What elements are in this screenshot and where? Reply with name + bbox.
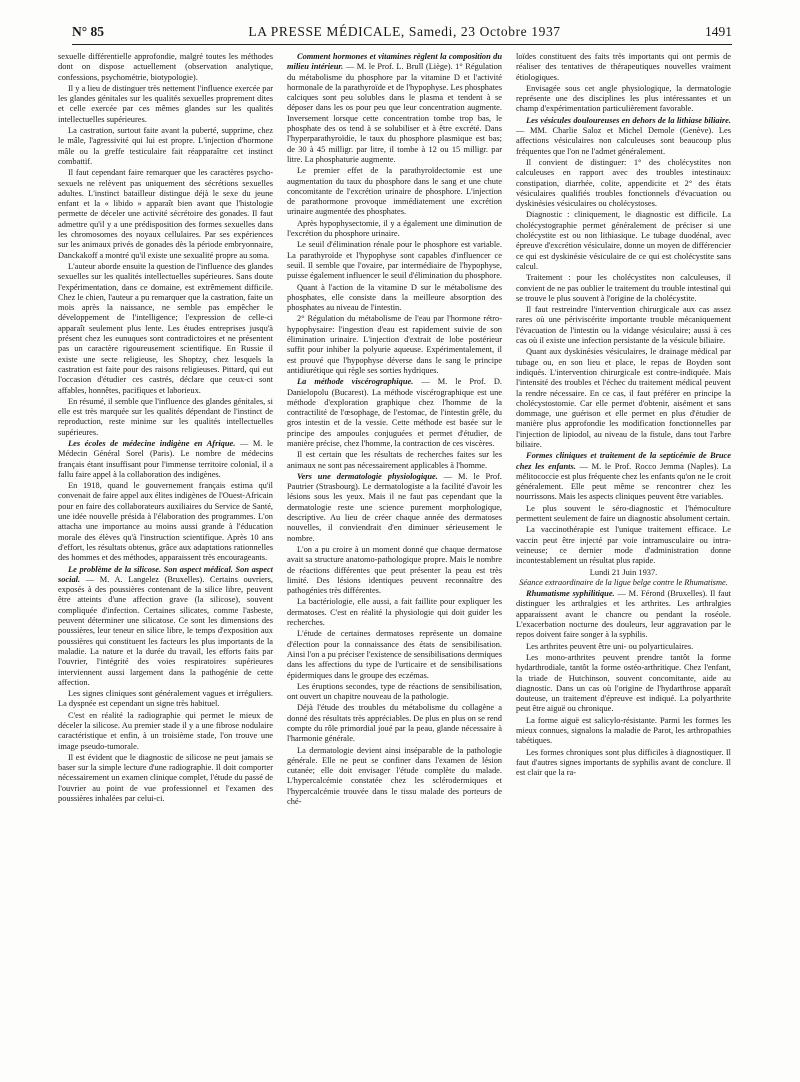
paragraph bbox=[58, 126, 273, 167]
page-number: 1491 bbox=[704, 24, 732, 39]
paragraph bbox=[516, 305, 731, 346]
paragraph bbox=[58, 84, 273, 125]
paragraph-text: 2° Régulation du métabolisme de l'eau par l'hormone rétro-hypophysaire: l'ingestion d'eau est rapidement suivie de son élimination urinaire. L'injection d'extrait de lobe postérieur suffit pour inhiber la polyurie aqueuse. Expérimentalement, il est prouvé que l'hypophyse déverse dans le sang le principe antidiurétique qui règle ses sorties hydriques. bbox=[287, 314, 502, 375]
paragraph bbox=[287, 166, 502, 217]
paragraph bbox=[287, 240, 502, 281]
paragraph bbox=[287, 545, 502, 596]
paragraph-text: Le premier effet de la parathyroïdectomie est une augmentation du taux du phosphore dans le sang et une chute concomitante de l'excrétion urinaire de phosphore. L'injection de parathormone provoque immédiatement une excrétion urinaire augmentée des phosphates. bbox=[287, 166, 502, 217]
paragraph bbox=[516, 347, 731, 450]
session-subtitle: Séance extraordinaire de la ligue belge contre le Rhumatisme. bbox=[519, 577, 728, 587]
paragraph-text: Quant à l'action de la vitamine D sur le métabolisme des phosphates, elle consiste dans la meilleure absorption des phosphates au niveau de l'intestin. bbox=[287, 282, 502, 313]
paragraph-text: Le plus souvent le séro-diagnostic et l'hémoculture permettent seulement de faire un diagnostic absolument certain. bbox=[516, 503, 731, 524]
article-title: Formes cliniques et traitement de la septicémie de Bruce chez les enfants. bbox=[516, 451, 731, 471]
paragraph-text: Il convient de distinguer: 1° des cholécystites non calculeuses en rapport avec des troubles intestinaux: constipation, diarrhée, colite, appendicite et 2° des états vésiculaires qualifiés troubles fonctionnels d'évacuation ou dyskinésies vésiculaires ou cholécystoses. bbox=[516, 157, 731, 209]
paragraph bbox=[58, 52, 273, 83]
paragraph-text: Il est certain que les résultats de recherches faites sur les animaux ne sont pas nécessairement applicables à l'homme. bbox=[287, 450, 502, 470]
column-3 bbox=[516, 52, 731, 1072]
session-date: Lundi 21 Juin 1937. bbox=[589, 567, 658, 577]
column-2 bbox=[287, 52, 502, 1072]
paragraph bbox=[516, 642, 731, 652]
paragraph bbox=[58, 481, 273, 563]
paragraph-text: Traitement : pour les cholécystites non calculeuses, il convient de ne pas oublier le traitement du trouble intestinal qui se trouve le plus souvent à l'origine de la cholécystite. bbox=[516, 273, 731, 303]
paragraph bbox=[287, 219, 502, 240]
paragraph-text: L'on a pu croire à un moment donné que chaque dermatose avait sa structure anatomo-pathologique propre. Mais le nombre de réactions différentes que peut présenter la peau est très limité. Des lésions identiques peuvent reconnaître des pathogénies très différentes. bbox=[287, 544, 502, 596]
paragraph-text: Il faut cependant faire remarquer que les caractères psycho-sexuels ne relèvent pas uniquement des sécrétions sexuelles adultes. L'instinct batailleur distingue déjà le sexe du jeune enfant et la « libido » apparaît bien avant que l'histologie permette de déceler une activité sécrétoire des gonades. Il faut admettre qu'il y a une prédisposition des formes sexuelles dans les chromosomes des noyaux cellulaires. Par ses expériences sur les animaux privés de gonades dès la période embryonnaire, Danckakoff a montré qu'il existe une sexualité propre au soma. bbox=[58, 168, 273, 260]
paragraph-text: En résumé, il semble que l'influence des glandes génitales, si elle est très marquée sur les qualités dépendant de l'instinct de reproduction, reste minime sur les qualités intellectuelles supérieures. bbox=[58, 396, 273, 437]
issue-number: N° 85 bbox=[72, 24, 105, 39]
paragraph bbox=[516, 653, 731, 715]
paragraph bbox=[516, 748, 731, 779]
paragraph bbox=[287, 283, 502, 314]
paragraph-text: — MM. Charlie Saloz et Michel Demole (Genève). Les affections vésiculaires non calculeuses sont beaucoup plus fréquentes que l'on ne l'admet généralement. bbox=[516, 126, 731, 156]
paragraph bbox=[58, 397, 273, 438]
session-heading bbox=[516, 568, 731, 589]
paragraph-text: Quant aux dyskinésies vésiculaires, le drainage médical par tubage ou, en son lieu et place, le repas de Boyden sont indiqués. L'intervention chirurgicale est contre-indiquée. Mais l'intensité des troubles et l'échec du traitement médical peuvent la rendre nécessaire. En ce cas, il faut préférer en principe la cholécystostomie. Car elle permet d'obtenir, aisément et sans dommage, une guérison et elle permet en plus d'étudier de manière plus approfondie les modification fonctionnelles par l'injection de lipiodol, au niveau de la fistule, dans tout l'arbre biliaire. bbox=[516, 347, 731, 449]
paragraph-text: La dermatologie devient ainsi inséparable de la pathologie générale. Elle ne peut se confiner dans l'examen de lésion cutanée; elle doit envisager l'étude complète du malade. L'hypercalcémie constatée chez les sclérodermiques et l'hypercalcémie trouvée dans le tissu malade des porteurs de ché- bbox=[287, 745, 502, 807]
text-columns bbox=[58, 52, 732, 1072]
paragraph bbox=[58, 711, 273, 752]
paragraph-text: — M. le Prof. L. Brull (Liège). 1° Régulation du métabolisme du phosphore par la vitamine D et l'activité hormonale de la parathyroïde et de l'hypophyse. Les phosphates calciques sont peu solubles dans le plasma et tendent à se déposer dans les os pour peu que leur concentration augmente. Inversement lorsque cette concentration tombe trop bas, le phosphate des os tend à se solubiliser et à être excrété. Dans l'hyperparathyroïdie, le taux du phosphore plasmique est bas; de 30 à 45 milligr. par litre, il tombe à 12 ou 15 milligr. par litre. La phosphaturie augmente. bbox=[287, 62, 502, 164]
article-intro-paragraph bbox=[58, 439, 273, 480]
page-header bbox=[72, 24, 732, 45]
paragraph-text: loïdes constituent des faits très importants qui ont permis de réaliser des tentatives de thérapeutiques nouvelles vraiment étiologiques. bbox=[516, 52, 731, 82]
article-intro-paragraph bbox=[516, 589, 731, 640]
paragraph bbox=[516, 504, 731, 525]
article-intro-paragraph bbox=[287, 472, 502, 544]
column-1 bbox=[58, 52, 273, 1072]
article-intro-paragraph bbox=[516, 451, 731, 502]
masthead-title: LA PRESSE MÉDICALE, Samedi, 23 Octobre 1937 bbox=[248, 24, 561, 39]
paragraph-text: Les éruptions secondes, type de réactions de sensibilisation, ont ouvert un chapitre nouveau de la pathologie. bbox=[287, 681, 502, 702]
article-intro-paragraph bbox=[287, 377, 502, 449]
article-title: La méthode viscérographique. bbox=[297, 377, 414, 387]
paragraph-text: En 1918, quand le gouvernement français estima qu'il convenait de faire appel aux élites indigènes de l'Ouest-Africain pour en faire des collaborateurs auxiliaires du Service de Santé, une idée nouvelle présida à l'élaboration des programmes. L'on attacha une importance au moins aussi grande à l'éducation morale des élèves qu'à l'instruction scientifique. Après 10 ans d'effort, les résultats obtenus, grâce aux adaptations rationnelles des hommes et des méthodes, apparaissent très encourageants. bbox=[58, 481, 273, 563]
paragraph-text: — M. A. Langelez (Bruxelles). Certains ouvriers, exposés à des poussières contenant de la silice libre, peuvent être atteints d'une affection grave (la silicose), souvent compliquée d'infection. Certaines silicates, comme l'asbeste, peuvent déterminer une silicatose. Ce sont les dimensions des poussières, leur teneur en silice libre, le temps d'exposition aux poussières qui constituent les facteurs les plus importants de la maladie. La nature et la durée du travail, les efforts faits par l'ouvrier, l'intégrité des voies respiratoires supérieures interviennent aussi largement dans la pathogénie de cette affection. bbox=[58, 574, 273, 687]
paragraph-text: Diagnostic : cliniquement, le diagnostic est difficile. La cholécystographie permet généralement de préciser si une cholécystite est ou non lithiasique. Le tubage duodénal, avec épreuve d'excrétion vésiculaire, donne un moyen de différencier ce qui est dyskinésie vésiculaire de ce qui est cholécystite sans calcul. bbox=[516, 210, 731, 271]
paragraph-text: Les signes cliniques sont généralement vagues et irréguliers. La dyspnée est cependant un signe très habituel. bbox=[58, 689, 273, 709]
paragraph bbox=[287, 314, 502, 376]
paragraph bbox=[516, 273, 731, 304]
paragraph-text: Il faut restreindre l'intervention chirurgicale aux cas assez rares où une périviscérite importante trouble mécaniquement l'évacuation de l'intestin ou la vidange vésiculaire; aussi à ces cas où il existe une infection persistante de la vésicule biliaire. bbox=[516, 305, 731, 346]
article-title: Comment hormones et vitamines règlent la composition du milieu intérieur. bbox=[287, 52, 502, 72]
article-title: Les écoles de médecine indigène en Afrique. bbox=[68, 438, 236, 448]
article-title: Les vésicules douloureuses en dehors de la lithiase biliaire. bbox=[526, 115, 731, 125]
paragraph-text: Il y a lieu de distinguer très nettement l'influence exercée par les glandes génitales sur les qualités sexuelles proprement dites et celle exercée par ces mêmes glandes sur les qualités intellectuelles supérieures. bbox=[58, 83, 273, 124]
paragraph-text: Le seuil d'élimination rénale pour le phosphore est variable. La parathyroïde et l'hypophyse sont capables d'influencer ce seuil. Il semble que l'ovaire, par intermédiaire de l'hypophyse, puisse également influencer le seuil d'élimination du phosphore. bbox=[287, 240, 502, 281]
paragraph bbox=[287, 597, 502, 628]
article-title: Vers une dermatologie physiologique. bbox=[297, 471, 438, 481]
paragraph-text: sexuelle différentielle approfondie, malgré toutes les méthodes dont on dispose actuellement (observation analytique, confessions, psychométrie, biotypologie). bbox=[58, 52, 273, 82]
article-intro-paragraph bbox=[287, 52, 502, 165]
paragraph bbox=[287, 629, 502, 680]
paragraph bbox=[287, 682, 502, 703]
paragraph-text: Envisagée sous cet angle physiologique, la dermatologie représente une des disciplines les plus intéressantes et un champ d'expérimentation particulièrement favorable. bbox=[516, 83, 731, 114]
paragraph bbox=[58, 753, 273, 804]
paragraph bbox=[58, 168, 273, 261]
paragraph-text: — M. le Prof. Rocco Jemma (Naples). La mélitococcie est plus fréquente chez les enfants qu'on ne le croit généralement. Elle peut même se rencontrer chez les nourrissons. Mais les aspects cliniques peuvent être variables. bbox=[516, 461, 731, 502]
article-intro-paragraph bbox=[58, 565, 273, 689]
paragraph bbox=[516, 525, 731, 566]
paragraph-text: Les mono-arthrites peuvent prendre tantôt la forme hydarthrodiale, tantôt la forme ostéo-arthritique. Chez l'enfant, la triade de Hutchinson, souvent concomitante, aide au diagnostic. Dans un cas où l'origine de l'hydarthrose apparaît douteuse, un traitement d'épreuve est indiqué. La polyarthrite peut être aiguë ou chronique. bbox=[516, 652, 731, 714]
paragraph-text: L'auteur aborde ensuite la question de l'influence des glandes sexuelles sur les qualités intellectuelles supérieures. Sans doute l'expérimentation, dans ce domaine, est extrêmement difficile. Chez le chien, l'auteur a pu remarquer que la castration, faite un mois après la naissance, ne semble pas empêcher le développement de l'intelligence; l'expression de celle-ci apparaît seulement plus lente. Les études entreprises jusqu'à présent chez les eunuques sont contradictoires et ne présentent pas un caractère rigoureusement scientifique. En Russie il existe une secte religieuse, les Shoptzy, chez lesquels la castration est faite pour des raisons religieuses. Pittard, qui eut l'occasion d'étudier ces castrés, déclare que ceux-ci sont affables, honnêtes, pacifiques et laborieux. bbox=[58, 261, 273, 395]
paragraph bbox=[287, 746, 502, 808]
paragraph bbox=[516, 716, 731, 747]
paragraph-text: L'étude de certaines dermatoses représente un domaine d'élection pour la connaissance des états de sensibilisation. Ainsi l'on a pu préciser l'existence de sensibilisations dermiques dans les affections du type de l'urticaire et de sensibilisations épidermiques dans le groupe des eczémas. bbox=[287, 629, 502, 680]
paragraph-text: — M. Férond (Bruxelles). Il faut distinguer les arthralgies et les arthrites. Les arthralgies apparaissent avant le chancre ou pendant la roséole. L'exacerbation nocturne des douleurs, leur aggravation par le repos doivent faire songer à la syphilis. bbox=[516, 589, 731, 640]
paragraph-text: Après hypophysectomie, il y a également une diminution de l'excrétion du phosphore urinaire. bbox=[287, 218, 502, 239]
paragraph bbox=[516, 84, 731, 115]
paragraph bbox=[58, 262, 273, 396]
paragraph-text: Déjà l'étude des troubles du métabolisme du collagène a donné des résultats très appréciables. De plus en plus on se rend compte du rôle primordial joué par la peau, glande nécessaire à l'harmonie générale. bbox=[287, 703, 502, 744]
paragraph-text: C'est en réalité la radiographie qui permet le mieux de déceler la silicose. Au premier stade il y a une fibrose nodulaire caractéristique et enfin, à un troisième stade, l'on trouve une image pseudo-tumorale. bbox=[58, 710, 273, 751]
paragraph-text: La bactériologie, elle aussi, a fait faillite pour expliquer les dermatoses. C'est en réalité la physiologie qui doit guider les recherches. bbox=[287, 597, 502, 628]
paragraph bbox=[516, 158, 731, 209]
paragraph-text: Les arthrites peuvent être uni- ou polyarticulaires. bbox=[526, 641, 694, 651]
paragraph bbox=[287, 703, 502, 744]
paragraph-text: La forme aiguë est salicylo-résistante. Parmi les formes les mieux connues, signalons la maladie de Parot, les arthropathies tabétiques. bbox=[516, 715, 731, 746]
paragraph-text: Les formes chroniques sont plus difficiles à diagnostiquer. Il faut d'autres signes importants de syphilis avant de conclure. Il est clair que la ra- bbox=[516, 747, 731, 778]
paragraph-text: La vaccinothérapie est l'unique traitement efficace. Le vaccin peut être injecté par voie intramusculaire ou intra-veineuse; ce dernier mode d'administration donne incontestablement un résultat plus rapide. bbox=[516, 525, 731, 566]
paragraph-text: — M. le Prof. D. Danielopolu (Bucarest). La méthode viscérographique est une méthode d'exploration graphique chez l'homme de la contractilité de l'œsophage, de l'estomac, de l'intestin grêle, du gros intestin et de la vessie. Cette méthode est basée sur le principe des ampoules conjuguées et permet d'étudier, de manière précise, chez l'homme, la contraction de ces viscères. bbox=[287, 377, 502, 448]
paragraph bbox=[516, 52, 731, 83]
article-title: Rhumatisme syphilitique. bbox=[526, 589, 615, 599]
paragraph-text: La castration, surtout faite avant la puberté, supprime, chez le mâle, l'agressivité qui lui est propre. L'injection d'hormone mâle ou la greffe testiculaire fait réapparaître cet instinct combattif. bbox=[58, 126, 273, 166]
paragraph-text: — M. le Médecin Général Sorel (Paris). Le nombre de médecins français étant insuffisant pour l'immense territoire colonial, il a fallu faire appel à la collaboration des indigènes. bbox=[58, 438, 273, 479]
article-intro-paragraph bbox=[516, 116, 731, 157]
paragraph-text: Il est évident que le diagnostic de silicose ne peut jamais se baser sur la simple lecture d'une radiographie. Il doit comporter nécessairement un examen clinique complet, l'étude du passé de l'ouvrier au point de vue professionnel et l'examen des poussières inhalées par celui-ci. bbox=[58, 752, 273, 804]
article-title: Le problème de la silicose. Son aspect médical. Son aspect social. bbox=[58, 564, 273, 584]
paragraph-text: — M. le Prof. Pautrier (Strasbourg). Le dermatologiste a la facilité d'avoir les lésions sous les yeux. Mais il ne faut pas cependant que la dermatologie reste une science purement morphologique, descriptive. Au lieu de créer chaque année des dermatoses nouvelles, il conviendrait d'en diminuer sérieusement le nombre. bbox=[287, 471, 502, 543]
paragraph bbox=[516, 210, 731, 272]
paragraph bbox=[58, 689, 273, 710]
paragraph bbox=[287, 450, 502, 471]
